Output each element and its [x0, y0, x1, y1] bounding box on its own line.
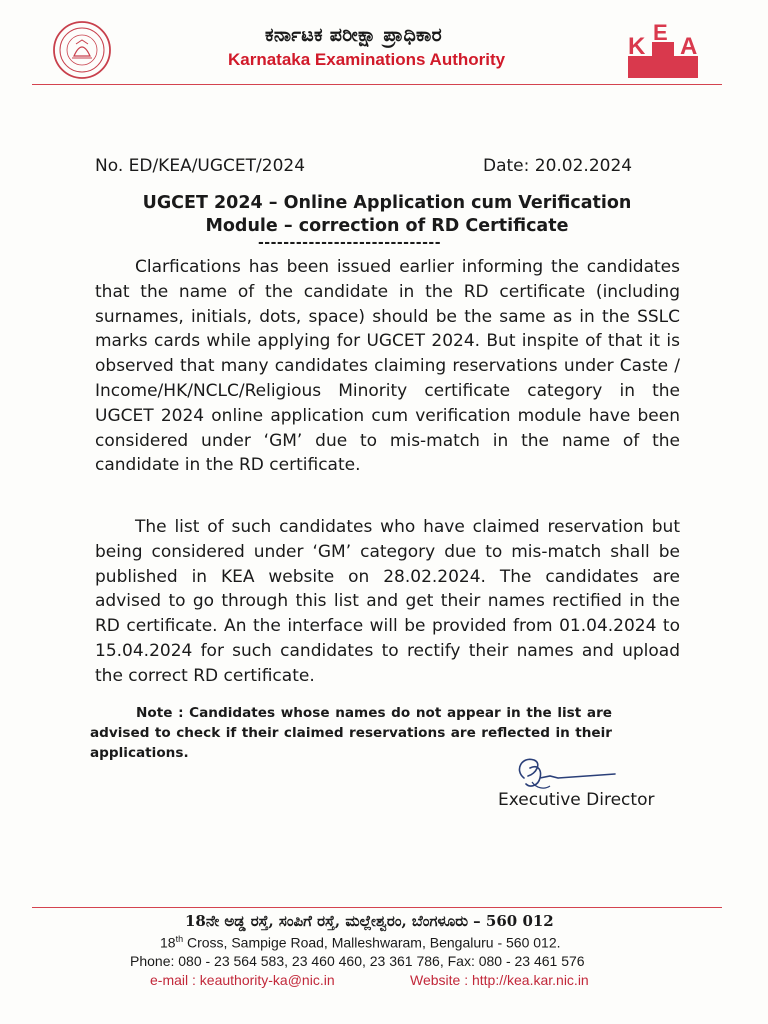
svg-text:K: K: [628, 33, 646, 60]
footer-address-kannada: 18ನೇ ಅಡ್ಡ ರಸ್ತೆ, ಸಂಪಿಗೆ ರಸ್ತೆ, ಮಲ್ಲೇಶ್ವರಂ, ಬೆಂಗಳೂರು – 560 012: [185, 912, 554, 930]
footer-email-link[interactable]: e-mail : keauthority-ka@nic.in: [150, 972, 335, 988]
signatory-designation: Executive Director: [498, 790, 655, 810]
title-underline: -----------------------------: [258, 235, 442, 251]
footer-divider: [32, 907, 722, 908]
body-paragraph-1: Clarfications has been issued earlier informing the candidates that the name of the candidate in the RD certificate (including surnames, initials, dots, space) should be the same as in the SSLC marks cards while applying for UGCET 2024. But inspite of that it is observed that many candidates claiming reservations under Caste / Income/HK/NCLC/Religious Minority certificate category in the UGCET 2024 online application cum verification module have been considered under ‘GM’ due to mis-match in the name of the candidate in the RD certificate.: [95, 257, 680, 476]
header-divider: [32, 84, 722, 85]
authority-name-english: Karnataka Examinations Authority: [228, 50, 506, 69]
footer-phone-fax: Phone: 080 - 23 564 583, 23 460 460, 23 361 786, Fax: 080 - 23 461 576: [130, 953, 585, 969]
authority-name-kannada: ಕರ್ನಾಟಕ ಪರೀಕ್ಷಾ ಪ್ರಾಧಿಕಾರ: [265, 24, 442, 46]
document-title: [90, 192, 684, 238]
footer-address-english: 18th Cross, Sampige Road, Malleshwaram, Bengaluru - 560 012.: [160, 934, 561, 951]
svg-text:A: A: [680, 33, 698, 60]
note-text: Note : Candidates whose names do not appear in the list are advised to check if their claimed reservations are reflected in their applications.: [90, 705, 612, 761]
title-line-2: Module – correction of RD Certificate: [205, 216, 569, 236]
letter-date: Date: 20.02.2024: [483, 156, 633, 176]
body-paragraph-2: The list of such candidates who have claimed reservation but being considered under ‘GM’ category due to mis-match shall be published in KEA website on 28.02.2024. The candidates are advised to go through this list and get their names rectified in the RD certificate. An the interface will be provided from 01.04.2024 to 15.04.2024 for such candidates to rectify their names and upload the correct RD certificate.: [95, 517, 680, 686]
karnataka-emblem-icon: [52, 20, 112, 80]
svg-text:E: E: [653, 24, 668, 45]
footer-website-link[interactable]: Website : http://kea.kar.nic.in: [410, 972, 589, 988]
reference-number: No. ED/KEA/UGCET/2024: [95, 156, 306, 176]
kea-logo-icon: [622, 24, 704, 78]
signature-icon: [510, 748, 620, 796]
title-line-1: UGCET 2024 – Online Application cum Verification: [142, 193, 632, 213]
